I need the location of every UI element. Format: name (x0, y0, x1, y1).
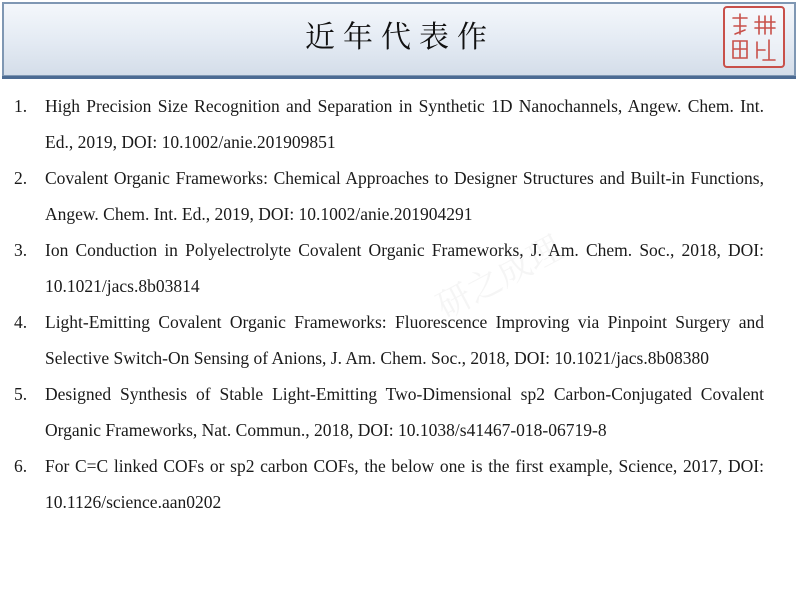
reference-number: 5. (14, 384, 28, 404)
reference-item (0, 448, 800, 520)
reference-text: Covalent Organic Frameworks: Chemical Approaches to Designer Structures and Built-in Functions, Angew. Chem. Int. Ed., 2019, DOI: 10.1002/anie.201904291 (45, 168, 764, 224)
reference-number: 3. (14, 240, 28, 260)
reference-text: For C=C linked COFs or sp2 carbon COFs, the below one is the first example, Science, 2017, DOI: 10.1126/science.aan0202 (45, 456, 764, 512)
reference-number: 2. (14, 168, 28, 188)
reference-text: Light-Emitting Covalent Organic Frameworks: Fluorescence Improving via Pinpoint Surgery and Selective Switch-On Sensing of Anions, J. Am. Chem. Soc., 2018, DOI: 10.1021/jacs.8b08380 (45, 312, 764, 368)
reference-number: 4. (14, 312, 28, 332)
reference-item (0, 304, 800, 376)
reference-number: 1. (14, 96, 28, 116)
reference-item (0, 376, 800, 448)
watermark-seal-text: 研之成理 (430, 228, 570, 328)
reference-text: High Precision Size Recognition and Separation in Synthetic 1D Nanochannels, Angew. Chem. Int. Ed., 2019, DOI: 10.1002/anie.201909851 (45, 96, 764, 152)
reference-list-container (0, 88, 800, 520)
reference-list (0, 88, 800, 520)
reference-item (0, 88, 800, 160)
reference-text: Ion Conduction in Polyelectrolyte Covalent Organic Frameworks, J. Am. Chem. Soc., 2018, DOI: 10.1021/jacs.8b03814 (45, 240, 764, 296)
seal-logo (723, 6, 785, 68)
header-divider (2, 76, 796, 79)
reference-item (0, 160, 800, 232)
reference-text: Designed Synthesis of Stable Light-Emitting Two-Dimensional sp2 Carbon-Conjugated Covalent Organic Frameworks, Nat. Commun., 2018, DOI: 10.1038/s41467-018-06719-8 (45, 384, 764, 440)
seal-logo-graphic (725, 8, 783, 66)
page-title: 近年代表作 (305, 20, 495, 55)
reference-number: 6. (14, 456, 28, 476)
reference-item (0, 232, 800, 304)
